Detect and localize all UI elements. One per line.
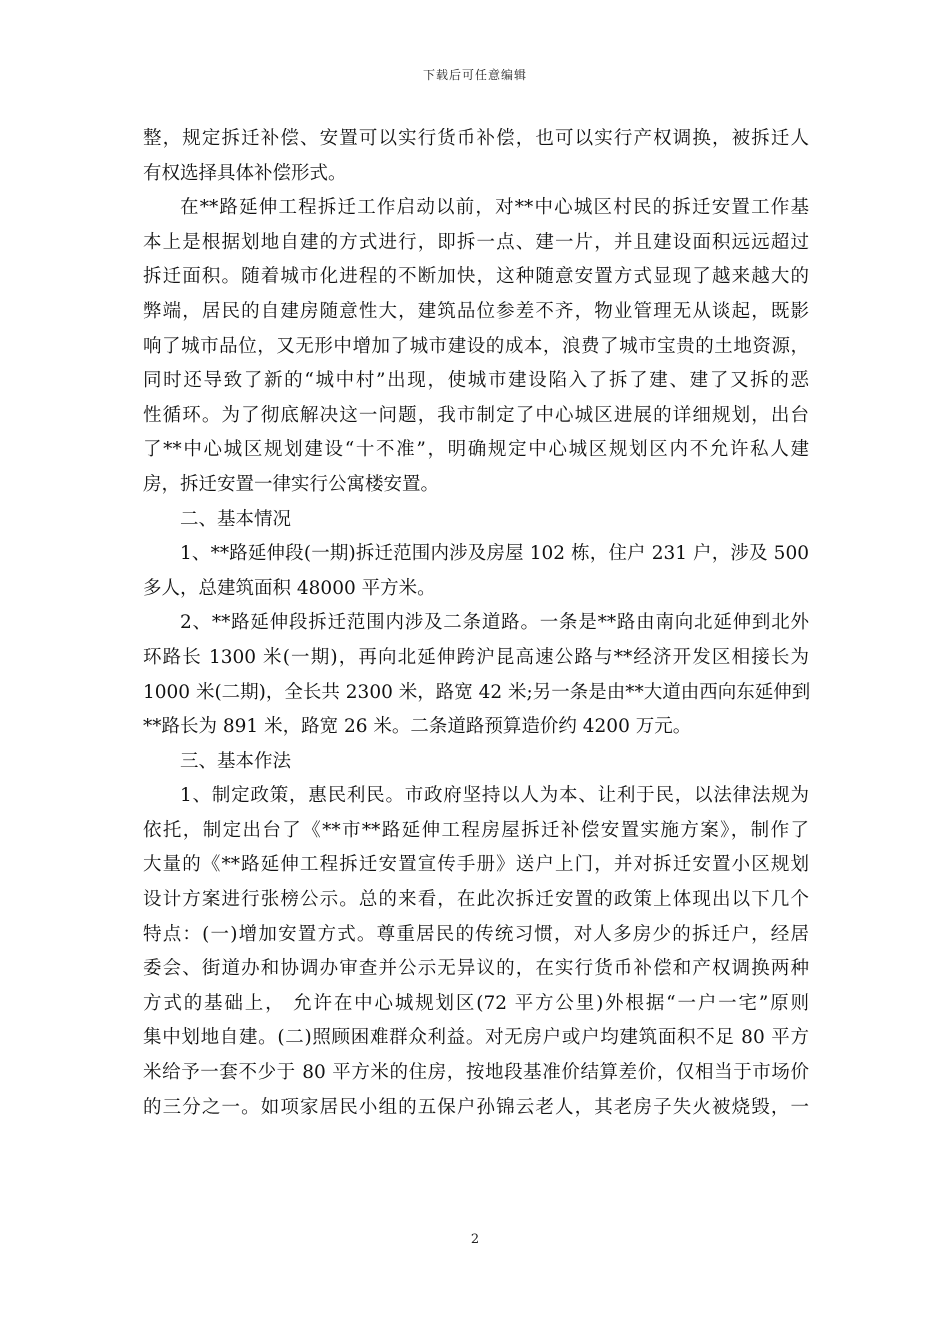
text-line: 有权选择具体补偿形式。 xyxy=(143,162,347,184)
text-line: 2、**路延伸段拆迁范围内涉及二条道路。一条是**路由南向北延伸到北外 xyxy=(180,612,809,634)
text-line: 特点：(一)增加安置方式。尊重居民的传统习惯，对人多房少的拆迁户，经居 xyxy=(143,923,809,945)
text-line: 依托，制定出台了《**市**路延伸工程房屋拆迁补偿安置实施方案》，制作了 xyxy=(143,819,809,841)
section-heading xyxy=(143,503,809,538)
text-line: 1、**路延伸段(一期)拆迁范围内涉及房屋 102 栋，住户 231 户，涉及 500 xyxy=(180,543,809,565)
text-line: 在**路延伸工程拆迁工作启动以前，对**中心城区村民的拆迁安置工作基 xyxy=(180,197,809,219)
paragraph xyxy=(143,779,809,1125)
text-line: 本上是根据划地自建的方式进行，即拆一点、建一片，并且建设面积远远超过 xyxy=(143,231,809,253)
paragraph xyxy=(143,537,809,606)
text-line: 了**中心城区规划建设“十不准”，明确规定中心城区规划区内不允许私人建 xyxy=(143,439,809,461)
text-line: 米给予一套不少于 80 平方米的住房，按地段基准价结算差价，仅相当于市场价 xyxy=(143,1062,809,1084)
text-line: 环路长 1300 米(一期)，再向北延伸跨沪昆高速公路与**经济开发区相接长为 xyxy=(143,646,809,668)
text-line: 同时还导致了新的“城中村”出现，使城市建设陷入了拆了建、建了又拆的恶 xyxy=(143,370,809,392)
page-number: 2 xyxy=(470,1232,480,1247)
text-line: 响了城市品位，又无形中增加了城市建设的成本，浪费了城市宝贵的土地资源， xyxy=(143,335,809,357)
text-line: 性循环。为了彻底解决这一问题，我市制定了中心城区进展的详细规划，出台 xyxy=(143,404,809,426)
text-line: 方式的基础上， 允许在中心城规划区(72 平方公里)外根据“一户一宅”原则 xyxy=(143,992,809,1014)
document-body xyxy=(143,122,809,1125)
text-line: 整，规定拆迁补偿、安置可以实行货币补偿，也可以实行产权调换，被拆迁人 xyxy=(143,128,809,149)
heading-text: 二、基本情况 xyxy=(180,508,292,530)
text-line: 设计方案进行张榜公示。总的来看，在此次拆迁安置的政策上体现出以下几个 xyxy=(143,889,809,911)
paragraph xyxy=(143,606,809,744)
paragraph xyxy=(143,191,809,502)
text-line: 多人，总建筑面积 48000 平方米。 xyxy=(143,577,436,599)
text-line: 弊端，居民的自建房随意性大，建筑品位参差不齐，物业管理无从谈起，既影 xyxy=(143,300,809,322)
text-line: 拆迁面积。随着城市化进程的不断加快，这种随意安置方式显现了越来越大的 xyxy=(143,266,809,288)
page-header: 下载后可任意编辑 xyxy=(422,68,527,82)
text-line: 1000 米(二期)，全长共 2300 米，路宽 42 米;另一条是由**大道由西向东延伸到 xyxy=(143,681,811,703)
text-line: 集中划地自建。(二)照顾困难群众利益。对无房户或户均建筑面积不足 80 平方 xyxy=(143,1027,809,1049)
text-line: **路长为 891 米，路宽 26 米。二条道路预算造价约 4200 万元。 xyxy=(143,716,692,738)
paragraph xyxy=(143,122,809,191)
text-line: 1、制定政策，惠民利民。市政府坚持以人为本、让利于民，以法律法规为 xyxy=(180,785,809,807)
text-line: 委会、街道办和协调办审查并公示无异议的，在实行货币补偿和产权调换两种 xyxy=(143,958,809,980)
text-line: 房，拆迁安置一律实行公寓楼安置。 xyxy=(143,473,440,495)
text-line: 的三分之一。如项家居民小组的五保户孙锦云老人，其老房子失火被烧毁，一 xyxy=(143,1096,809,1118)
text-line: 大量的《**路延伸工程拆迁安置宣传手册》送户上门，并对拆迁安置小区规划 xyxy=(143,854,809,876)
section-heading xyxy=(143,745,809,780)
heading-text: 三、基本作法 xyxy=(180,750,292,772)
